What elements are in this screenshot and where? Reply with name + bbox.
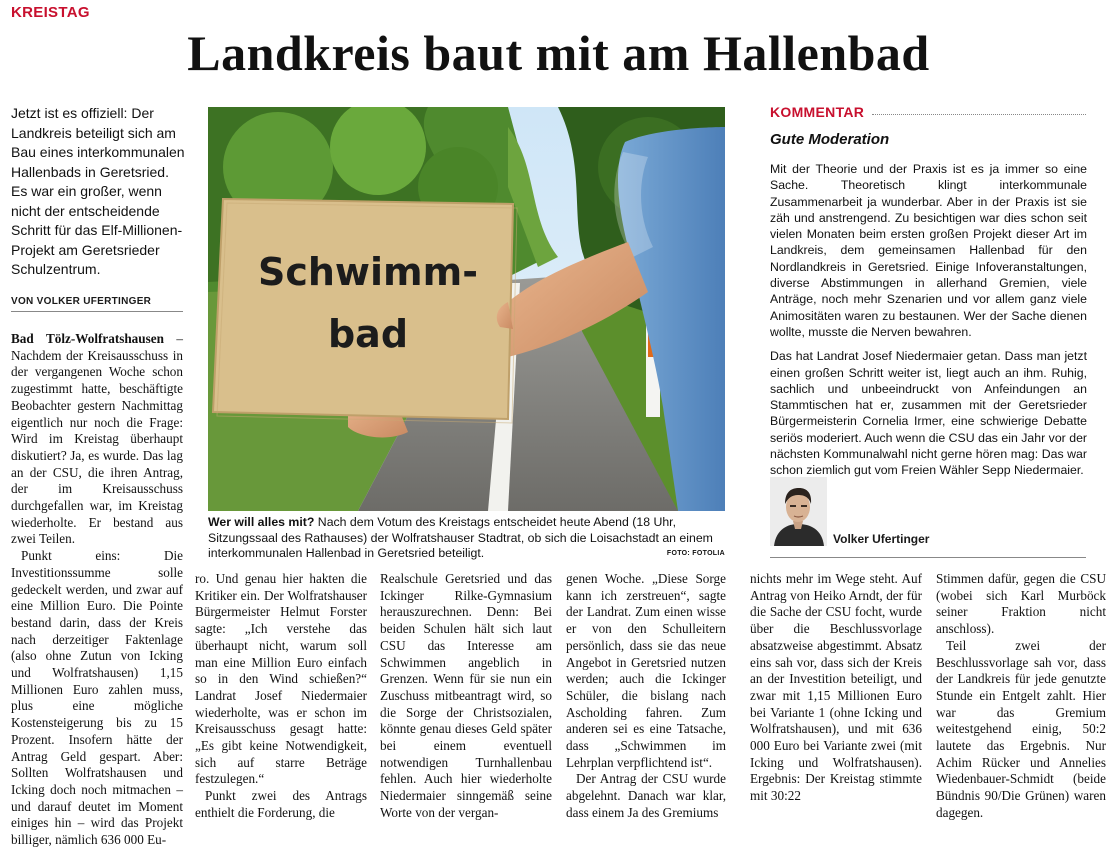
photo-caption <box>208 515 725 562</box>
article-paragraph: ro. Und genau hier hakten die Kritiker ein. Der Wolfratshauser Bürgermeister Helmut Forster sagte: „Ich verstehe das überhaupt nicht, warum soll man eine Million Euro einfach so in den Wind schießen?“ Landrat Josef Niedermaier wiederholte, was er schon im Kreisausschuss gesagt hatte: „Es gibt keine Notwendigkeit, sich auf starre Beträge festzulegen.“ <box>195 571 367 787</box>
article-paragraph: Bad Tölz-Wolfratshausen – Nachdem der Kreisausschuss in der vergangenen Woche schon zugestimmt hatte, beschäftigte Beobachter gestern Nachmittag eigentlich nur noch die Frage: Wird im Kreistag überhaupt diskutiert? Ja, es wurde. Das lag an der CSU, die ihren Antrag, der im Kreisausschuss durchgefallen war, im Kreistag wiederholte. Er bestand aus zwei Teilen. <box>11 331 183 547</box>
article-paragraph: Stimmen dafür, gegen die CSU (wobei sich Karl Murböck seiner Fraktion nicht anschloss). <box>936 571 1106 637</box>
kommentar-author: Volker Ufertinger <box>833 532 930 546</box>
lead-paragraph: Jetzt ist es offiziell: Der Landkreis beteiligt sich am Bau eines interkommunalen Hallenbads in Geretsried. Es war ein großer, wenn nicht der entscheidende Schritt für das Elf-Millionen-Projekt am Geretsrieder Schulzentrum. <box>11 105 185 277</box>
article-paragraph: Realschule Geretsried und das Ickinger Rilke-Gymnasium herauszurechnen. Denn: Bei beiden Schulen hält sich laut CSU das Interesse am Schwimmen angeblich in Grenzen. Wenn für sie nun ein Zuschuss mitbeantragt wird, so die Sorge der Christsozialen, könnte genau dieses Geld später bei einem eventuell notwendigen Turnhallenbau fehlen. Auch hier wiederholte Niedermaier sinngemäß seine Worte von der vergan- <box>380 571 552 820</box>
kommentar-body <box>770 161 1087 487</box>
article-column-1 <box>11 331 183 849</box>
byline-divider <box>11 311 183 312</box>
caption-text: Nach dem Votum des Kreistags entscheidet heute Abend (18 Uhr, Sitzungssaal des Rathauses) der Wolfratshauser Stadtrat, ob sich die Loisachstadt an einem interkommunalen Hallenbad in Geretsried beteiligt. <box>208 515 713 560</box>
hitchhiker-photo-illustration <box>208 107 725 511</box>
article-paragraph: Punkt zwei des Antrags enthielt die Forderung, die <box>195 788 367 820</box>
article-column-6 <box>936 571 1106 822</box>
article-paragraph: genen Woche. „Diese Sorge kann ich zerstreuen“, sagte der Landrat. Zum einen wisse er von den Schulleitern persönlich, dass sie das neue Angebot in Geretsried nutzen werden; auch die Ickinger Schüler, die bislang nach Ascholding fahren. Zum anderen sei es eine Tatsache, dass „Schwimmen im Lehrplan verpflichtend ist“. <box>566 571 726 770</box>
article-column-4 <box>566 571 726 822</box>
byline: VON VOLKER UFERTINGER <box>11 296 152 307</box>
sign-text-line2: bad <box>327 312 409 356</box>
kommentar-label: KOMMENTAR <box>770 104 865 120</box>
article-paragraph: Punkt eins: Die Investitionssumme solle gedeckelt werden, und zwar auf eine Million Euro. Die Pointe bestand darin, dass der Kreis nach derzeitiger Faktenlage (also ohne Zutun von Icking und Wolfratshausen) 1,15 Millionen Euro zahlen muss, plus eine mögliche Kostensteigerung bis zu 15 Prozent. Insofern hätte der Antrag Geld gespart. Aber: Sollten Wolfratshausen und Icking doch noch mitmachen – und darauf deutet im Moment einiges hin – wird das Projekt billiger, nämlich 636 000 Eu- <box>11 548 183 848</box>
article-paragraph: nichts mehr im Wege steht. Auf Antrag von Heiko Arndt, der für die Sache der CSU focht, wurde über die Beschlussvorlage absatzweise abgestimmt. Absatz eins sah vor, dass sich der Kreis an der Investition beteiligt, und zwar mit 1,15 Millionen Euro bei Variante 1 (ohne Icking und Wolfratshausen), und mit 636 000 Euro bei Variante zwei (mit Icking und Wolfratshausen). Ergebnis: Der Kreistag stimmte mit 30:22 <box>750 571 922 804</box>
kommentar-paragraph: Das hat Landrat Josef Niedermaier getan. Dass man jetzt einen großen Schritt weiter ist, liegt auch an ihm. Ruhig, sachlich und unbeeindruckt von Anfeindungen an Stammtischen hat er, zusammen mit der Geretsrieder Bürgermeisterin Cornelia Irmer, eine schwierige Debatte seriös moderiert. Auch wenn die CSU das ein Jahr vor der nächsten Kommunalwahl nicht gerne hören mag: Das war schon ziemlich gut vom Freien Wähler Sepp Niedermaier. <box>770 349 1087 478</box>
sign-text-line1: Schwimm- <box>257 250 479 294</box>
article-paragraph: Teil zwei der Beschlussvorlage sah vor, dass der Landkreis für jede genutzte Stunde ein Entgelt zahlt. Hier war das Gremium weitestgehend einig, 50:2 lautete das Ergebnis. Nur Achim Rücker und Annelies Wiedenbauer-Schmidt (beide Bündnis 90/Die Grünen) waren dagegen. <box>936 637 1106 820</box>
headline: Landkreis baut mit am Hallenbad <box>187 25 930 81</box>
article-paragraph: Der Antrag der CSU wurde abgelehnt. Danach war klar, dass einem Ja des Gremiums <box>566 771 726 820</box>
article-column-5 <box>750 571 922 805</box>
author-portrait <box>770 477 827 546</box>
kommentar-title: Gute Moderation <box>770 131 890 148</box>
article-column-2 <box>195 571 367 822</box>
dateline: Bad Tölz-Wolfratshausen <box>11 331 164 346</box>
kommentar-bottom-rule <box>770 557 1086 558</box>
section-rubric: KREISTAG <box>11 4 90 21</box>
photo-credit: FOTO: FOTOLIA <box>666 550 725 557</box>
kommentar-dotted-rule <box>872 114 1086 115</box>
kommentar-paragraph: Mit der Theorie und der Praxis ist es ja immer so eine Sache. Theoretisch klingt interkommunale Zusammenarbeit ja wunderbar. Aber in der Praxis ist sie zäh und anstrengend. Zu besichtigen war dies schon seit vielen Monaten beim ersten großen Projekt dieser Art im Landkreis, dem gemeinsamen Hallenbad für den Nordlandkreis in Geretsried. Einige Infoveranstaltungen, diverse Abstimmungen in allerhand Gremien, viele Anträge, noch mehr Szenarien und vor allem ganz viele Animositäten waren zu bestaunen. Wer der Sache dienen wollte, musste die Nerven bewahren. <box>770 162 1087 339</box>
article-photo <box>208 107 725 511</box>
article-column-3 <box>380 571 552 822</box>
author-portrait-illustration <box>770 477 827 546</box>
caption-lead: Wer will alles mit? <box>208 515 315 529</box>
